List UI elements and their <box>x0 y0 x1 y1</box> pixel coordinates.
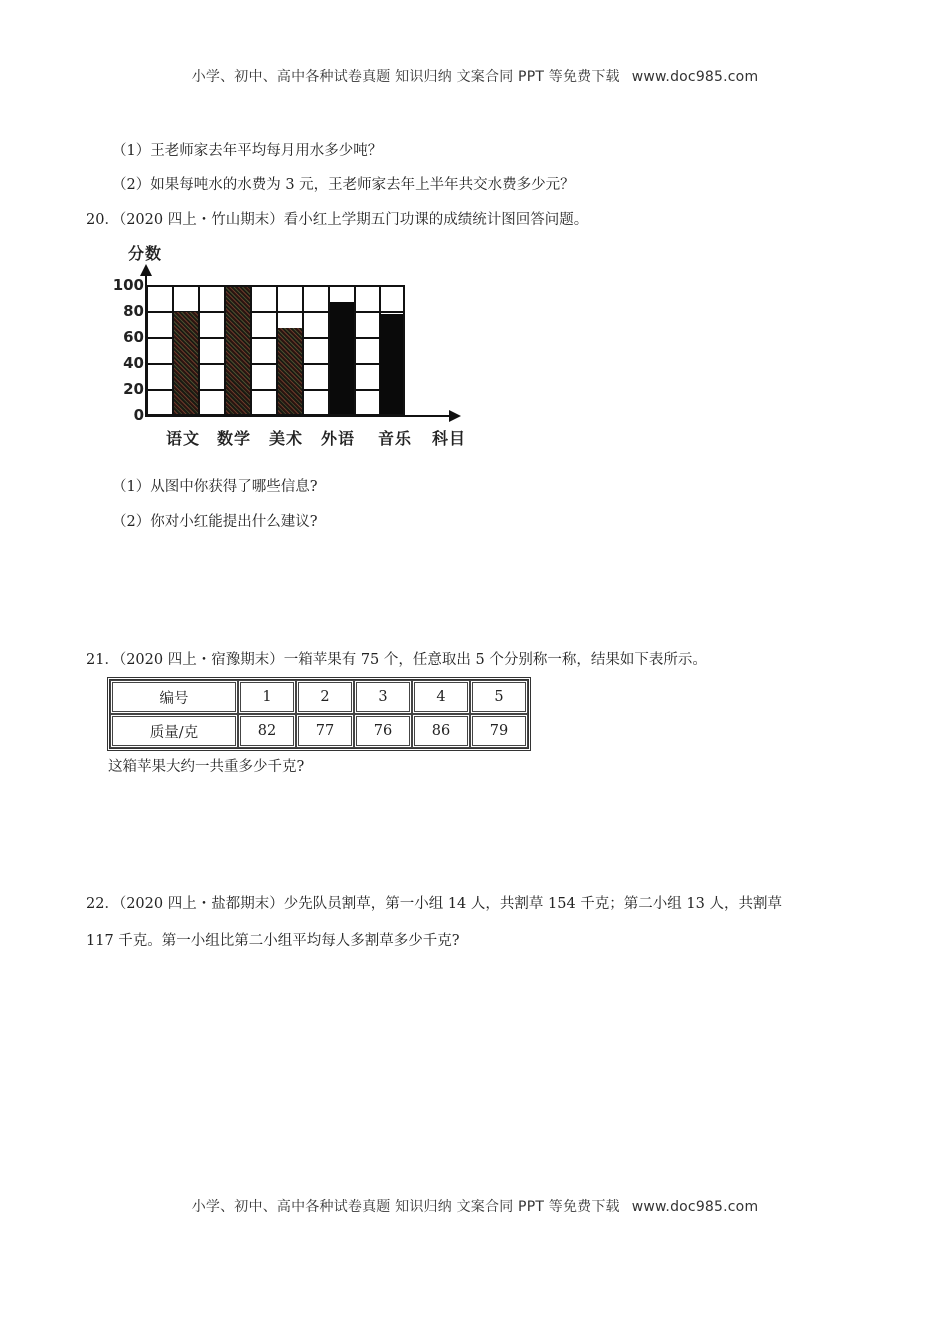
x-label-english: 外语 <box>321 429 356 448</box>
table-cell: 5 <box>470 680 528 714</box>
table-cell: 1 <box>238 680 296 714</box>
q21-question: 这箱苹果大约一共重多少千克? <box>108 759 305 775</box>
table-row <box>110 714 528 748</box>
q19-sub1: （1）王老师家去年平均每月用水多少吨？ <box>112 143 383 159</box>
x-axis-title: 科目 <box>432 429 467 448</box>
bar-chinese <box>174 312 198 414</box>
score-bar-chart <box>100 238 480 453</box>
table-cell: 86 <box>412 714 470 748</box>
table-cell: 4 <box>412 680 470 714</box>
footer-url[interactable]: www.doc985.com <box>631 1199 759 1215</box>
bar-music <box>380 314 403 414</box>
q19-sub2: （2）如果每吨水的水费为 3 元，王老师家去年上半年共交水费多少元？ <box>112 177 575 193</box>
q20-sub2: （2）你对小红能提出什么建议? <box>112 514 318 530</box>
x-axis-arrow-icon <box>449 410 461 422</box>
y-tick-80: 80 <box>123 302 144 320</box>
y-tick-60: 60 <box>123 328 144 346</box>
q20-stem: 20．（2020 四上・竹山期末）看小红上学期五门功课的成绩统计图回答问题。 <box>86 212 589 228</box>
x-axis <box>146 415 451 417</box>
bar-math <box>226 287 250 414</box>
header-text: 小学、初中、高中各种试卷真题 知识归纳 文案合同 PPT 等免费下载 <box>191 69 620 85</box>
table-row-header: 质量/克 <box>110 714 238 748</box>
table-cell: 2 <box>296 680 354 714</box>
footer-text: 小学、初中、高中各种试卷真题 知识归纳 文案合同 PPT 等免费下载 <box>191 1199 620 1215</box>
chart-grid <box>146 285 405 416</box>
y-tick-20: 20 <box>123 380 144 398</box>
y-tick-0: 0 <box>133 406 144 424</box>
q20-sub1: （1）从图中你获得了哪些信息? <box>112 479 318 495</box>
table-cell: 76 <box>354 714 412 748</box>
x-label-art: 美术 <box>269 429 304 448</box>
header-url[interactable]: www.doc985.com <box>631 69 759 85</box>
table-row-header: 编号 <box>110 680 238 714</box>
table-row <box>110 680 528 714</box>
x-label-music: 音乐 <box>378 429 413 448</box>
q22-line1: 22．（2020 四上・盐都期末）少先队员割草，第一小组 14 人，共割草 154 千克；第二小组 13 人，共割草 <box>86 896 782 912</box>
table-cell: 3 <box>354 680 412 714</box>
y-tick-40: 40 <box>123 354 144 372</box>
chart-y-title: 分数 <box>128 244 163 263</box>
table-cell: 79 <box>470 714 528 748</box>
apple-weight-table <box>107 677 531 751</box>
page-footer <box>0 1196 950 1216</box>
table-cell: 77 <box>296 714 354 748</box>
table-cell: 82 <box>238 714 296 748</box>
bar-art <box>278 328 302 414</box>
page-header <box>0 66 950 86</box>
x-label-math: 数学 <box>217 429 252 448</box>
bar-english <box>330 302 354 414</box>
x-label-chinese: 语文 <box>166 429 201 448</box>
q22-line2: 117 千克。第一小组比第二小组平均每人多割草多少千克? <box>86 933 460 949</box>
y-tick-100: 100 <box>112 276 144 294</box>
q21-stem: 21．（2020 四上・宿豫期末）一箱苹果有 75 个，任意取出 5 个分别称一称，结果如下表所示。 <box>86 652 707 668</box>
